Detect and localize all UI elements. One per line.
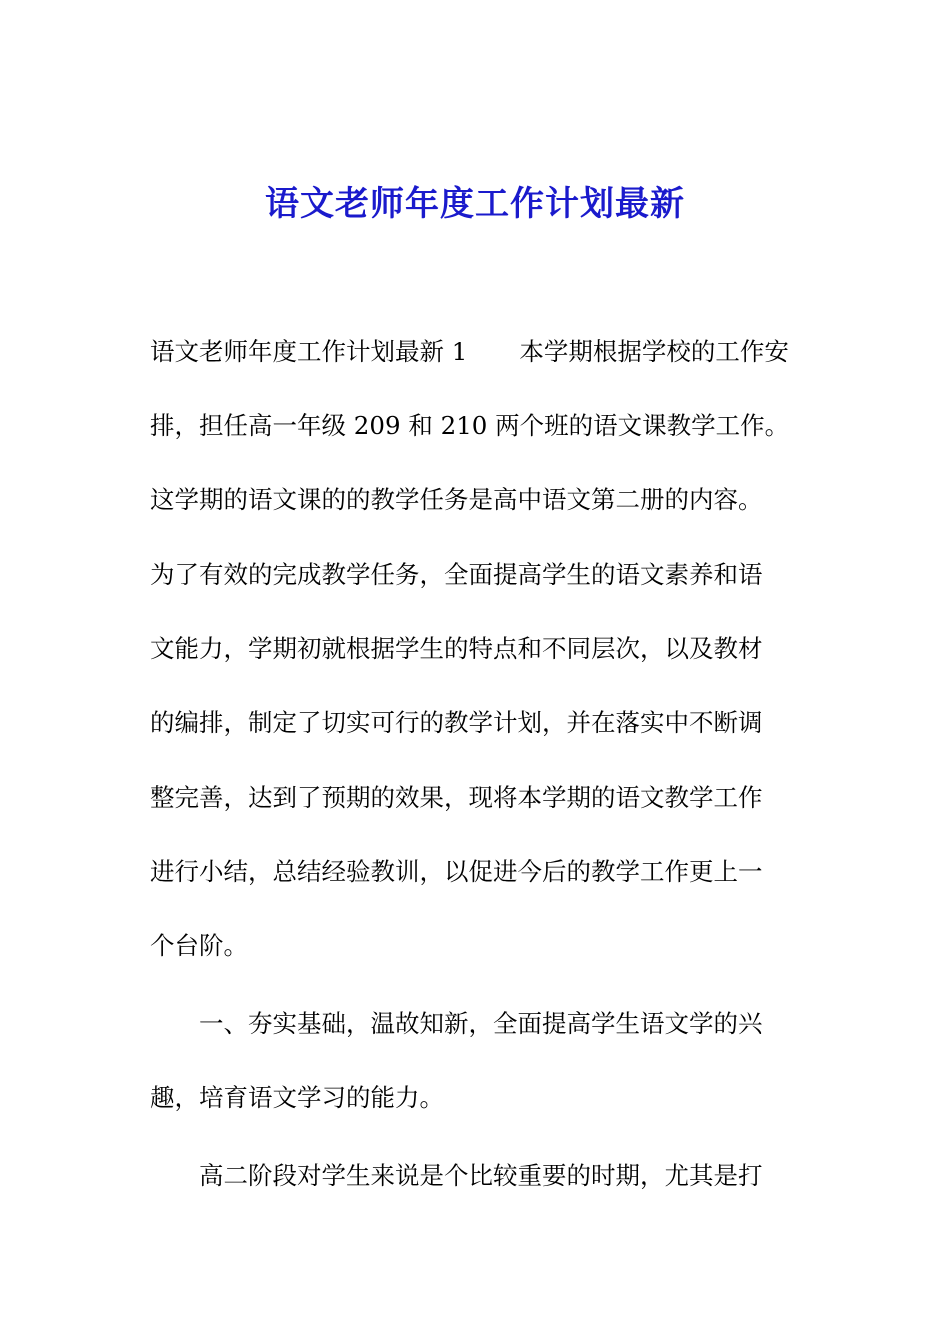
document-line-8: 进行小结，总结经验教训，以促进今后的教学工作更上一	[150, 857, 763, 886]
document-line-10: 一、夯实基础，温故知新，全面提高学生语文学的兴	[150, 1009, 763, 1038]
section-text: 本学期根据学校的工作安	[519, 337, 789, 366]
document-title: 语文老师年度工作计划最新	[265, 184, 685, 224]
document-line-1	[150, 332, 830, 372]
document-line-5: 文能力，学期初就根据学生的特点和不同层次，以及教材	[150, 634, 763, 663]
document-line-11: 趣，培育语文学习的能力。	[150, 1083, 444, 1112]
document-line-2: 排，担任高一年级 209 和 210 两个班的语文课教学工作。	[150, 411, 790, 440]
section-heading: 语文老师年度工作计划最新 1	[150, 337, 468, 366]
document-line-6: 的编排，制定了切实可行的教学计划，并在落实中不断调	[150, 708, 763, 737]
document-line-9: 个台阶。	[150, 931, 248, 960]
document-line-12: 高二阶段对学生来说是个比较重要的时期，尤其是打	[150, 1161, 763, 1190]
document-line-3: 这学期的语文课的的教学任务是高中语文第二册的内容。	[150, 485, 763, 514]
document-line-4: 为了有效的完成教学任务，全面提高学生的语文素养和语	[150, 560, 763, 589]
document-line-7: 整完善，达到了预期的效果，现将本学期的语文教学工作	[150, 783, 763, 812]
